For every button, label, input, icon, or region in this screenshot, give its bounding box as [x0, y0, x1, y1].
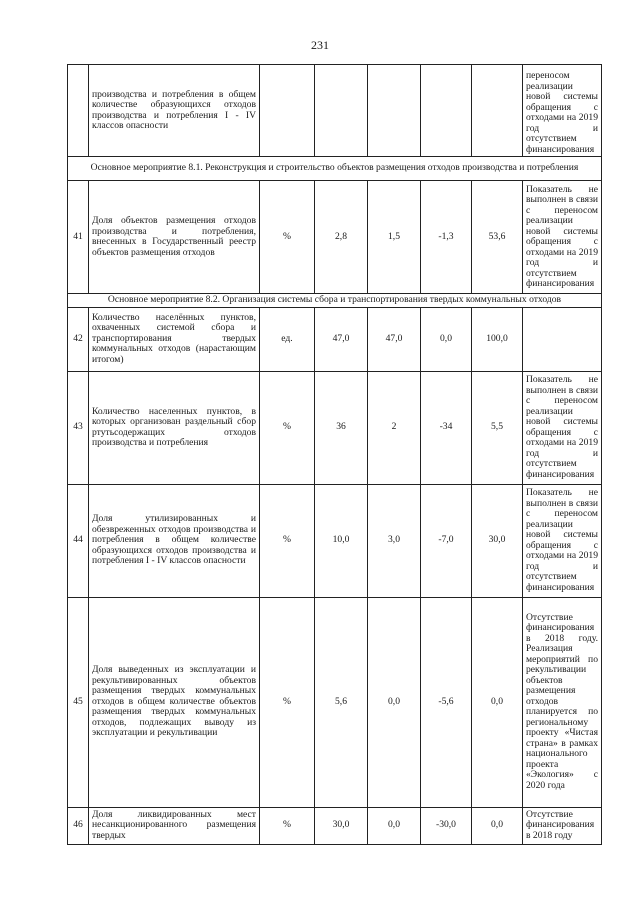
unit-cell: % — [260, 371, 315, 484]
table-row — [68, 65, 602, 157]
actual-value: 0,0 — [368, 597, 421, 807]
unit-cell: % — [260, 484, 315, 597]
section-row — [68, 294, 602, 308]
section-heading: Основное мероприятие 8.2. Организация системы сбора и транспортирования твердых коммунальных отходов — [68, 294, 602, 308]
note-cell: Отсутствие финансирования в 2018 году — [523, 807, 602, 844]
indicator-description: Доля утилизированных и обезвреженных отходов производства и потребления в общем количестве образующихся отходов производства и потребления I - IV классов опасности — [89, 484, 260, 597]
page-number: 231 — [311, 38, 329, 52]
note-cell: Отсутствие финансирования в 2018 году. Реализация мероприятий по рекультивации объектов размещения отходов планируется по региональному проекту «Чистая страна» в рамках национального проекта «Экология» с 2020 года — [523, 597, 602, 807]
indicator-description: Доля выведенных из эксплуатации и рекультивированных объектов размещения твердых коммунальных отходов в общем количестве объектов размещения твердых коммунальных отходов, подлежащих выводу из эксплуатации и рекультивации — [89, 597, 260, 807]
plan-value — [315, 65, 368, 157]
table-row — [68, 371, 602, 484]
plan-value: 47,0 — [315, 307, 368, 371]
indicator-description: производства и потребления в общем количестве образующихся отходов производства и потребления I - IV классов опасности — [89, 65, 260, 157]
plan-value: 36 — [315, 371, 368, 484]
percent-value: 0,0 — [472, 807, 523, 844]
indicators-table — [67, 64, 602, 845]
indicator-description: Доля ликвидированных мест несанкционированного размещения твердых — [89, 807, 260, 844]
percent-value: 53,6 — [472, 181, 523, 294]
section-heading: Основное мероприятие 8.1. Реконструкция и строительство объектов размещения отходов производства и потребления — [68, 157, 602, 181]
percent-value: 30,0 — [472, 484, 523, 597]
table-row — [68, 307, 602, 371]
indicator-description: Доля объектов размещения отходов производства и потребления, внесенных в Государственный реестр объектов размещения отходов — [89, 181, 260, 294]
percent-value — [472, 65, 523, 157]
unit-cell: ед. — [260, 307, 315, 371]
section-row — [68, 157, 602, 181]
row-number: 43 — [68, 371, 89, 484]
note-cell: переносом реализации новой системы обращения с отходами на 2019 год и отсутствием финансирования — [523, 65, 602, 157]
actual-value: 1,5 — [368, 181, 421, 294]
percent-value: 0,0 — [472, 597, 523, 807]
table-row — [68, 181, 602, 294]
deviation-value: 0,0 — [421, 307, 472, 371]
row-number — [68, 65, 89, 157]
deviation-value: -7,0 — [421, 484, 472, 597]
actual-value — [368, 65, 421, 157]
deviation-value: -1,3 — [421, 181, 472, 294]
indicator-description: Количество населённых пунктов, охваченных системой сбора и транспортирования твердых коммунальных отходов (нарастающим итогом) — [89, 307, 260, 371]
deviation-value — [421, 65, 472, 157]
row-number: 41 — [68, 181, 89, 294]
deviation-value: -30,0 — [421, 807, 472, 844]
note-cell: Показатель не выполнен в связи с переносом реализации новой системы обращения с отходами на 2019 год и отсутствием финансирования — [523, 371, 602, 484]
row-number: 42 — [68, 307, 89, 371]
plan-value: 30,0 — [315, 807, 368, 844]
table-row — [68, 484, 602, 597]
unit-cell: % — [260, 597, 315, 807]
percent-value: 5,5 — [472, 371, 523, 484]
actual-value: 2 — [368, 371, 421, 484]
table-row — [68, 597, 602, 807]
note-cell: Показатель не выполнен в связи с переносом реализации новой системы обращения с отходами на 2019 год и отсутствием финансирования — [523, 484, 602, 597]
table-row — [68, 807, 602, 844]
plan-value: 10,0 — [315, 484, 368, 597]
actual-value: 3,0 — [368, 484, 421, 597]
actual-value: 0,0 — [368, 807, 421, 844]
plan-value: 2,8 — [315, 181, 368, 294]
note-cell — [523, 307, 602, 371]
row-number: 45 — [68, 597, 89, 807]
note-cell: Показатель не выполнен в связи с переносом реализации новой системы обращения с отходами на 2019 год и отсутствием финансирования — [523, 181, 602, 294]
row-number: 46 — [68, 807, 89, 844]
row-number: 44 — [68, 484, 89, 597]
deviation-value: -34 — [421, 371, 472, 484]
indicator-description: Количество населенных пунктов, в которых организован раздельный сбор ртутьсодержащих отходов производства и потребления — [89, 371, 260, 484]
deviation-value: -5,6 — [421, 597, 472, 807]
unit-cell — [260, 65, 315, 157]
unit-cell: % — [260, 807, 315, 844]
percent-value: 100,0 — [472, 307, 523, 371]
actual-value: 47,0 — [368, 307, 421, 371]
plan-value: 5,6 — [315, 597, 368, 807]
unit-cell: % — [260, 181, 315, 294]
